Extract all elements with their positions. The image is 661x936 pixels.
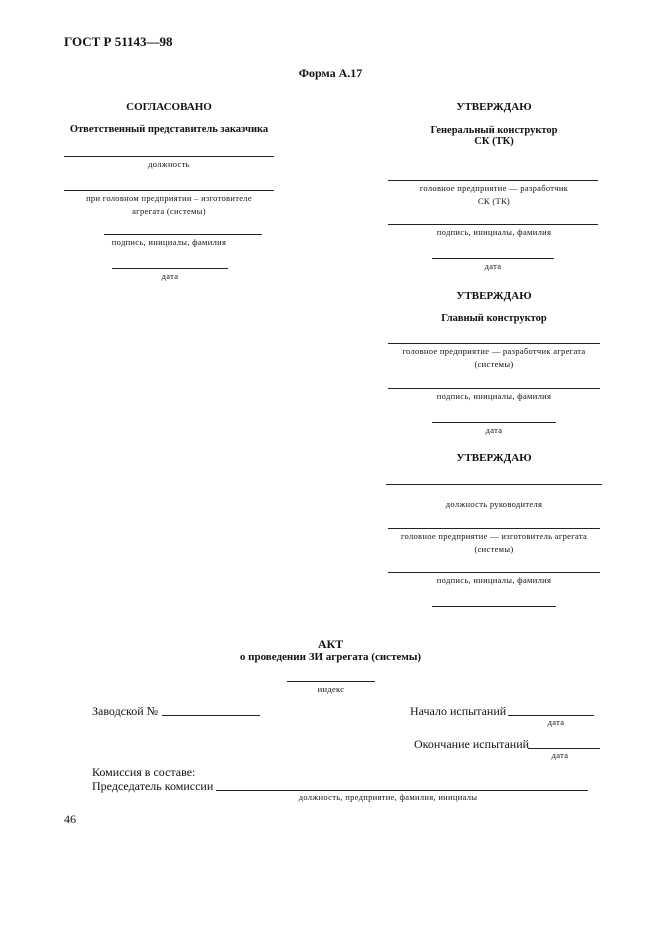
right3-signature-caption: подпись, инициалы, фамилия: [436, 575, 552, 585]
right2-signature-line: [388, 388, 600, 389]
right2-enterprise-caption-2: (системы): [474, 359, 514, 369]
right2-enterprise-caption-1: головное предприятие — разработчик агрегата: [402, 346, 586, 356]
page-number: 46: [64, 812, 76, 826]
act-index-line: [287, 681, 375, 682]
right2-signature-caption: подпись, инициалы, фамилия: [436, 391, 552, 401]
right1-enterprise-caption-2: СК (ТК): [477, 196, 511, 206]
left-date-line: [112, 268, 228, 269]
right1-subheading-2: СК (ТК): [474, 136, 514, 147]
right1-heading: УТВЕРЖДАЮ: [456, 101, 532, 113]
right3-enterprise-line: [388, 528, 600, 529]
chairman-label: Председатель комиссии: [92, 779, 214, 793]
right3-date-line: [432, 606, 556, 607]
left-position-line: [64, 156, 274, 157]
right1-enterprise-caption-1: головное предприятие — разработчик: [419, 183, 569, 193]
right1-enterprise-line: [388, 180, 598, 181]
test-end-label: Окончание испытаний: [414, 737, 530, 751]
left-signature-caption: подпись, инициалы, фамилия: [111, 237, 227, 247]
commission-label: Комиссия в составе:: [92, 765, 196, 779]
act-index-caption: индекс: [317, 684, 345, 694]
test-start-label: Начало испытаний: [410, 704, 507, 718]
right2-subheading: Главный конструктор: [441, 313, 547, 324]
serial-number-line: [162, 715, 260, 716]
right2-date-caption: дата: [485, 425, 503, 435]
left-signature-line: [104, 234, 262, 235]
right2-heading: УТВЕРЖДАЮ: [456, 290, 532, 302]
right1-subheading-1: Генеральный конструктор: [430, 125, 558, 136]
act-subtitle: о проведении ЗИ агрегата (системы): [239, 651, 422, 663]
act-title: АКТ: [317, 637, 344, 651]
test-end-caption: дата: [551, 750, 569, 760]
right3-enterprise-caption-2: (системы): [474, 544, 514, 554]
right3-position-caption: должность руководителя: [445, 499, 543, 509]
left-enterprise-caption-2: агрегата (системы): [132, 206, 206, 216]
left-position-caption: должность: [148, 159, 190, 169]
right2-date-line: [432, 422, 556, 423]
right2-enterprise-line: [388, 343, 600, 344]
right1-signature-caption: подпись, инициалы, фамилия: [436, 227, 552, 237]
serial-number-label: Заводской №: [92, 704, 159, 718]
right3-position-line: [386, 484, 602, 485]
right1-date-caption: дата: [484, 261, 502, 271]
form-title: Форма А.17: [298, 66, 363, 80]
left-subheading: Ответственный представитель заказчика: [69, 124, 269, 135]
left-date-caption: дата: [161, 271, 179, 281]
right3-enterprise-caption-1: головное предприятие — изготовитель агрегата: [400, 531, 588, 541]
left-heading: СОГЛАСОВАНО: [126, 101, 212, 113]
right3-heading: УТВЕРЖДАЮ: [456, 452, 532, 464]
right1-signature-line: [388, 224, 598, 225]
right1-date-line: [432, 258, 554, 259]
left-enterprise-caption-1: при головном предприятии – изготовителе: [86, 193, 252, 203]
chairman-caption: должность, предприятие, фамилия, инициалы: [298, 792, 478, 802]
right3-signature-line: [388, 572, 600, 573]
left-enterprise-line: [64, 190, 274, 191]
test-start-caption: дата: [547, 717, 565, 727]
document-standard-number: ГОСТ Р 51143—98: [64, 34, 173, 49]
